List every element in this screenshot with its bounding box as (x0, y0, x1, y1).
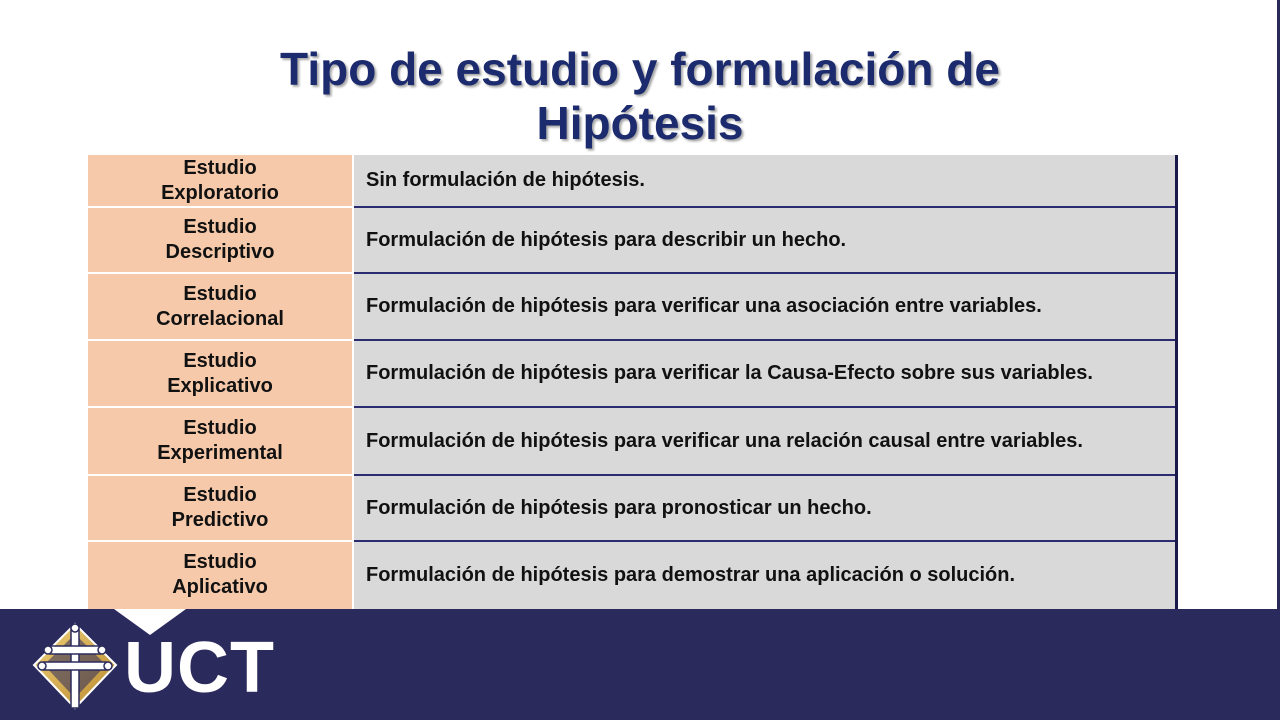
hypothesis-description: Formulación de hipótesis para demostrar una aplicación o solución. (353, 541, 1176, 609)
study-type-name: Descriptivo (165, 241, 275, 263)
table-row (88, 407, 1176, 475)
study-types-table (88, 155, 1178, 610)
hypothesis-description: Formulación de hipótesis para verificar la Causa-Efecto sobre sus variables. (353, 340, 1176, 407)
hypothesis-description: Formulación de hipótesis para verificar una relación causal entre variables. (353, 407, 1176, 475)
hypothesis-description: Formulación de hipótesis para verificar una asociación entre variables. (353, 273, 1176, 340)
study-type-name: Predictivo (171, 509, 269, 531)
study-type-cell (88, 340, 353, 407)
table-row (88, 207, 1176, 273)
uct-logo-text: UCT (124, 628, 275, 708)
hypothesis-description: Formulación de hipótesis para describir un hecho. (353, 207, 1176, 273)
study-type-name: Experimental (157, 442, 283, 464)
study-type-name: Exploratorio (161, 181, 279, 204)
hypothesis-description: Sin formulación de hipótesis. (353, 155, 1176, 207)
study-type-label: Estudio (183, 417, 257, 439)
study-type-name: Correlacional (156, 307, 284, 330)
slide-title (140, 42, 1140, 150)
table-row (88, 475, 1176, 541)
study-type-label: Estudio (183, 349, 257, 372)
study-type-cell (88, 475, 353, 541)
slide-title-line-2: Hipótesis (536, 97, 744, 149)
table-row (88, 273, 1176, 340)
study-type-label: Estudio (183, 282, 257, 305)
study-type-cell (88, 155, 353, 207)
study-type-name: Explicativo (167, 374, 273, 397)
study-type-label: Estudio (183, 551, 257, 574)
slide-title-line-1: Tipo de estudio y formulación de (280, 43, 1000, 95)
study-type-label: Estudio (183, 156, 257, 179)
study-type-cell (88, 407, 353, 475)
table-row (88, 155, 1176, 207)
study-type-label: Estudio (183, 484, 257, 506)
hypothesis-description: Formulación de hipótesis para pronosticar un hecho. (353, 475, 1176, 541)
study-type-name: Aplicativo (172, 576, 268, 599)
study-type-cell (88, 273, 353, 340)
table-row (88, 541, 1176, 609)
cross-emblem-icon (30, 620, 120, 712)
study-type-cell (88, 541, 353, 609)
study-type-cell (88, 207, 353, 273)
study-type-label: Estudio (183, 216, 257, 238)
table-row (88, 340, 1176, 407)
